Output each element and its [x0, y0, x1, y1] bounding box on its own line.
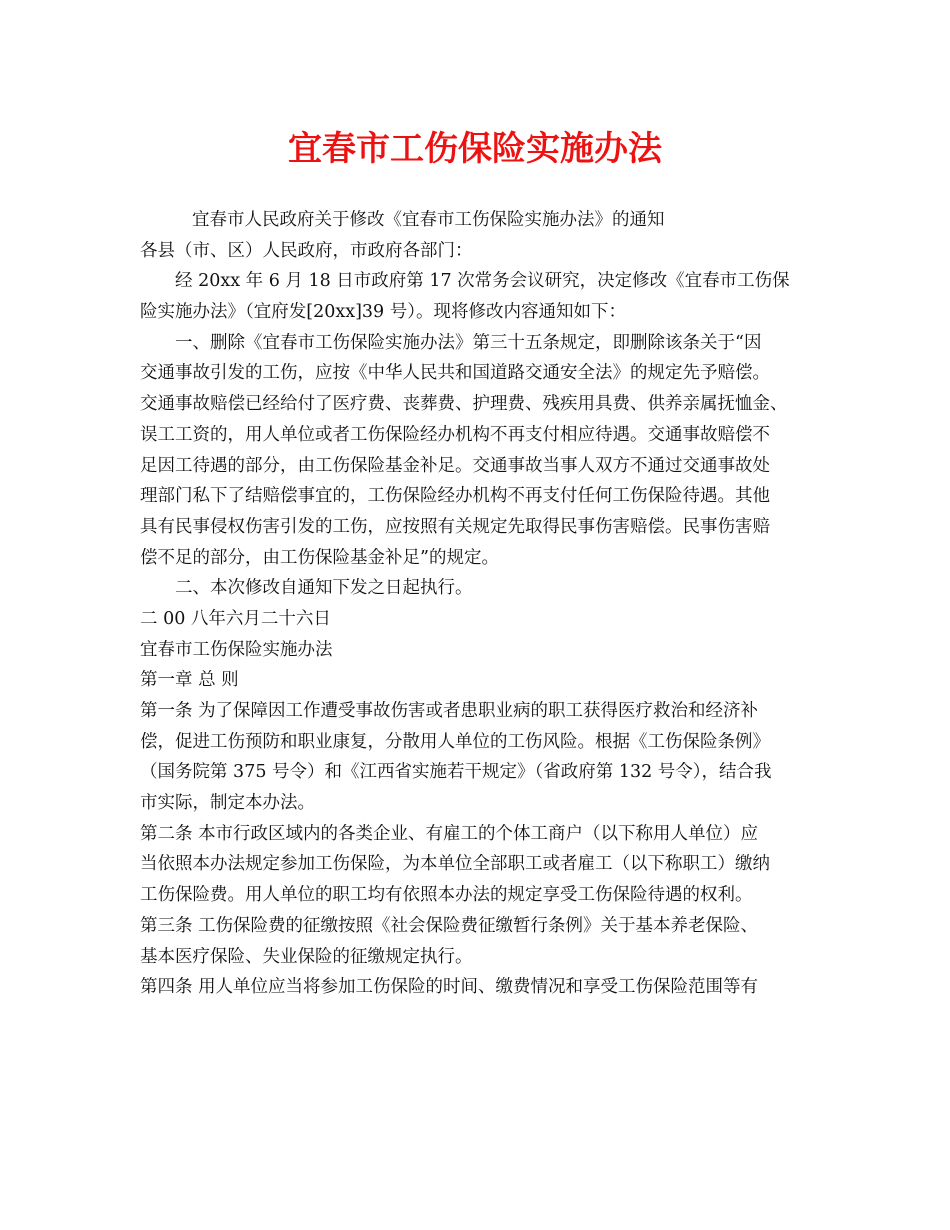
article-line: 工伤保险费。用人单位的职工均有依照本办法的规定享受工伤保险待遇的权利。: [140, 885, 753, 906]
document-title: 宜春市工伤保险实施办法: [288, 129, 662, 169]
article-line: 第一条 为了保障因工作遭受事故伤害或者患职业病的职工获得医疗救治和经济补: [140, 701, 759, 721]
document-body: [140, 205, 830, 1003]
article-line: 第三条 工伤保险费的征缴按照《社会保险费征缴暂行条例》关于基本养老保险、: [140, 915, 759, 936]
paragraph-line: 经 20xx 年 6 月 18 日市政府第 17 次常务会议研究，决定修改《宜春市工伤保: [175, 271, 790, 292]
article-line: 当依照本办法规定参加工伤保险，为本单位全部职工或者雇工（以下称职工）缴纳: [140, 854, 770, 875]
paragraph-line: 误工工资的，用人单位或者工伤保险经办机构不再支付相应待遇。交通事故赔偿不: [140, 424, 770, 445]
paragraph-line: 偿不足的部分，由工伤保险基金补足”的规定。: [140, 547, 499, 568]
section-title: 宜春市工伤保险实施办法: [140, 639, 333, 660]
paragraph-line: 二、本次修改自通知下发之日起执行。: [175, 578, 473, 599]
paragraph-line: 交通事故赔偿已经给付了医疗费、丧葬费、护理费、残疾用具费、供养亲属抚恤金、: [140, 394, 788, 415]
article-line: 基本医疗保险、失业保险的征缴规定执行。: [140, 946, 473, 967]
paragraph-line: 理部门私下了结赔偿事宜的，工伤保险经办机构不再支付任何工伤保险待遇。其他: [140, 486, 770, 507]
article-line: （国务院第 375 号令）和《江西省实施若干规定》（省政府第 132 号令），结合我: [140, 762, 772, 783]
addressee-line: 各县（市、区）人民政府，市政府各部门：: [140, 240, 473, 261]
article-line: 偿，促进工伤预防和职业康复，分散用人单位的工伤风险。根据《工伤保险条例》: [140, 731, 770, 752]
date-line: 二 00 八年六月二十六日: [140, 608, 331, 629]
paragraph-line: 交通事故引发的工伤，应按《中华人民共和国道路交通安全法》的规定先予赔偿。: [140, 363, 770, 384]
article-line: 第四条 用人单位应当将参加工伤保险的时间、缴费情况和享受工伤保险范围等有: [140, 977, 759, 998]
article-line: 市实际，制定本办法。: [140, 793, 315, 814]
chapter-heading: 第一章 总 则: [140, 670, 239, 691]
paragraph-line: 一、删除《宜春市工伤保险实施办法》第三十五条规定，即删除该条关于“因: [175, 332, 762, 353]
paragraph-line: 足因工待遇的部分，由工伤保险基金补足。交通事故当事人双方不通过交通事故处: [140, 455, 770, 476]
paragraph-line: 具有民事侵权伤害引发的工伤，应按照有关规定先取得民事伤害赔偿。民事伤害赔: [140, 516, 770, 537]
article-line: 第二条 本市行政区域内的各类企业、有雇工的个体工商户（以下称用人单位）应: [140, 823, 759, 844]
paragraph-line: 险实施办法》（宜府发[20xx]39 号）。现将修改内容通知如下：: [140, 302, 626, 323]
notice-heading: 宜春市人民政府关于修改《宜春市工伤保险实施办法》的通知: [192, 210, 665, 230]
